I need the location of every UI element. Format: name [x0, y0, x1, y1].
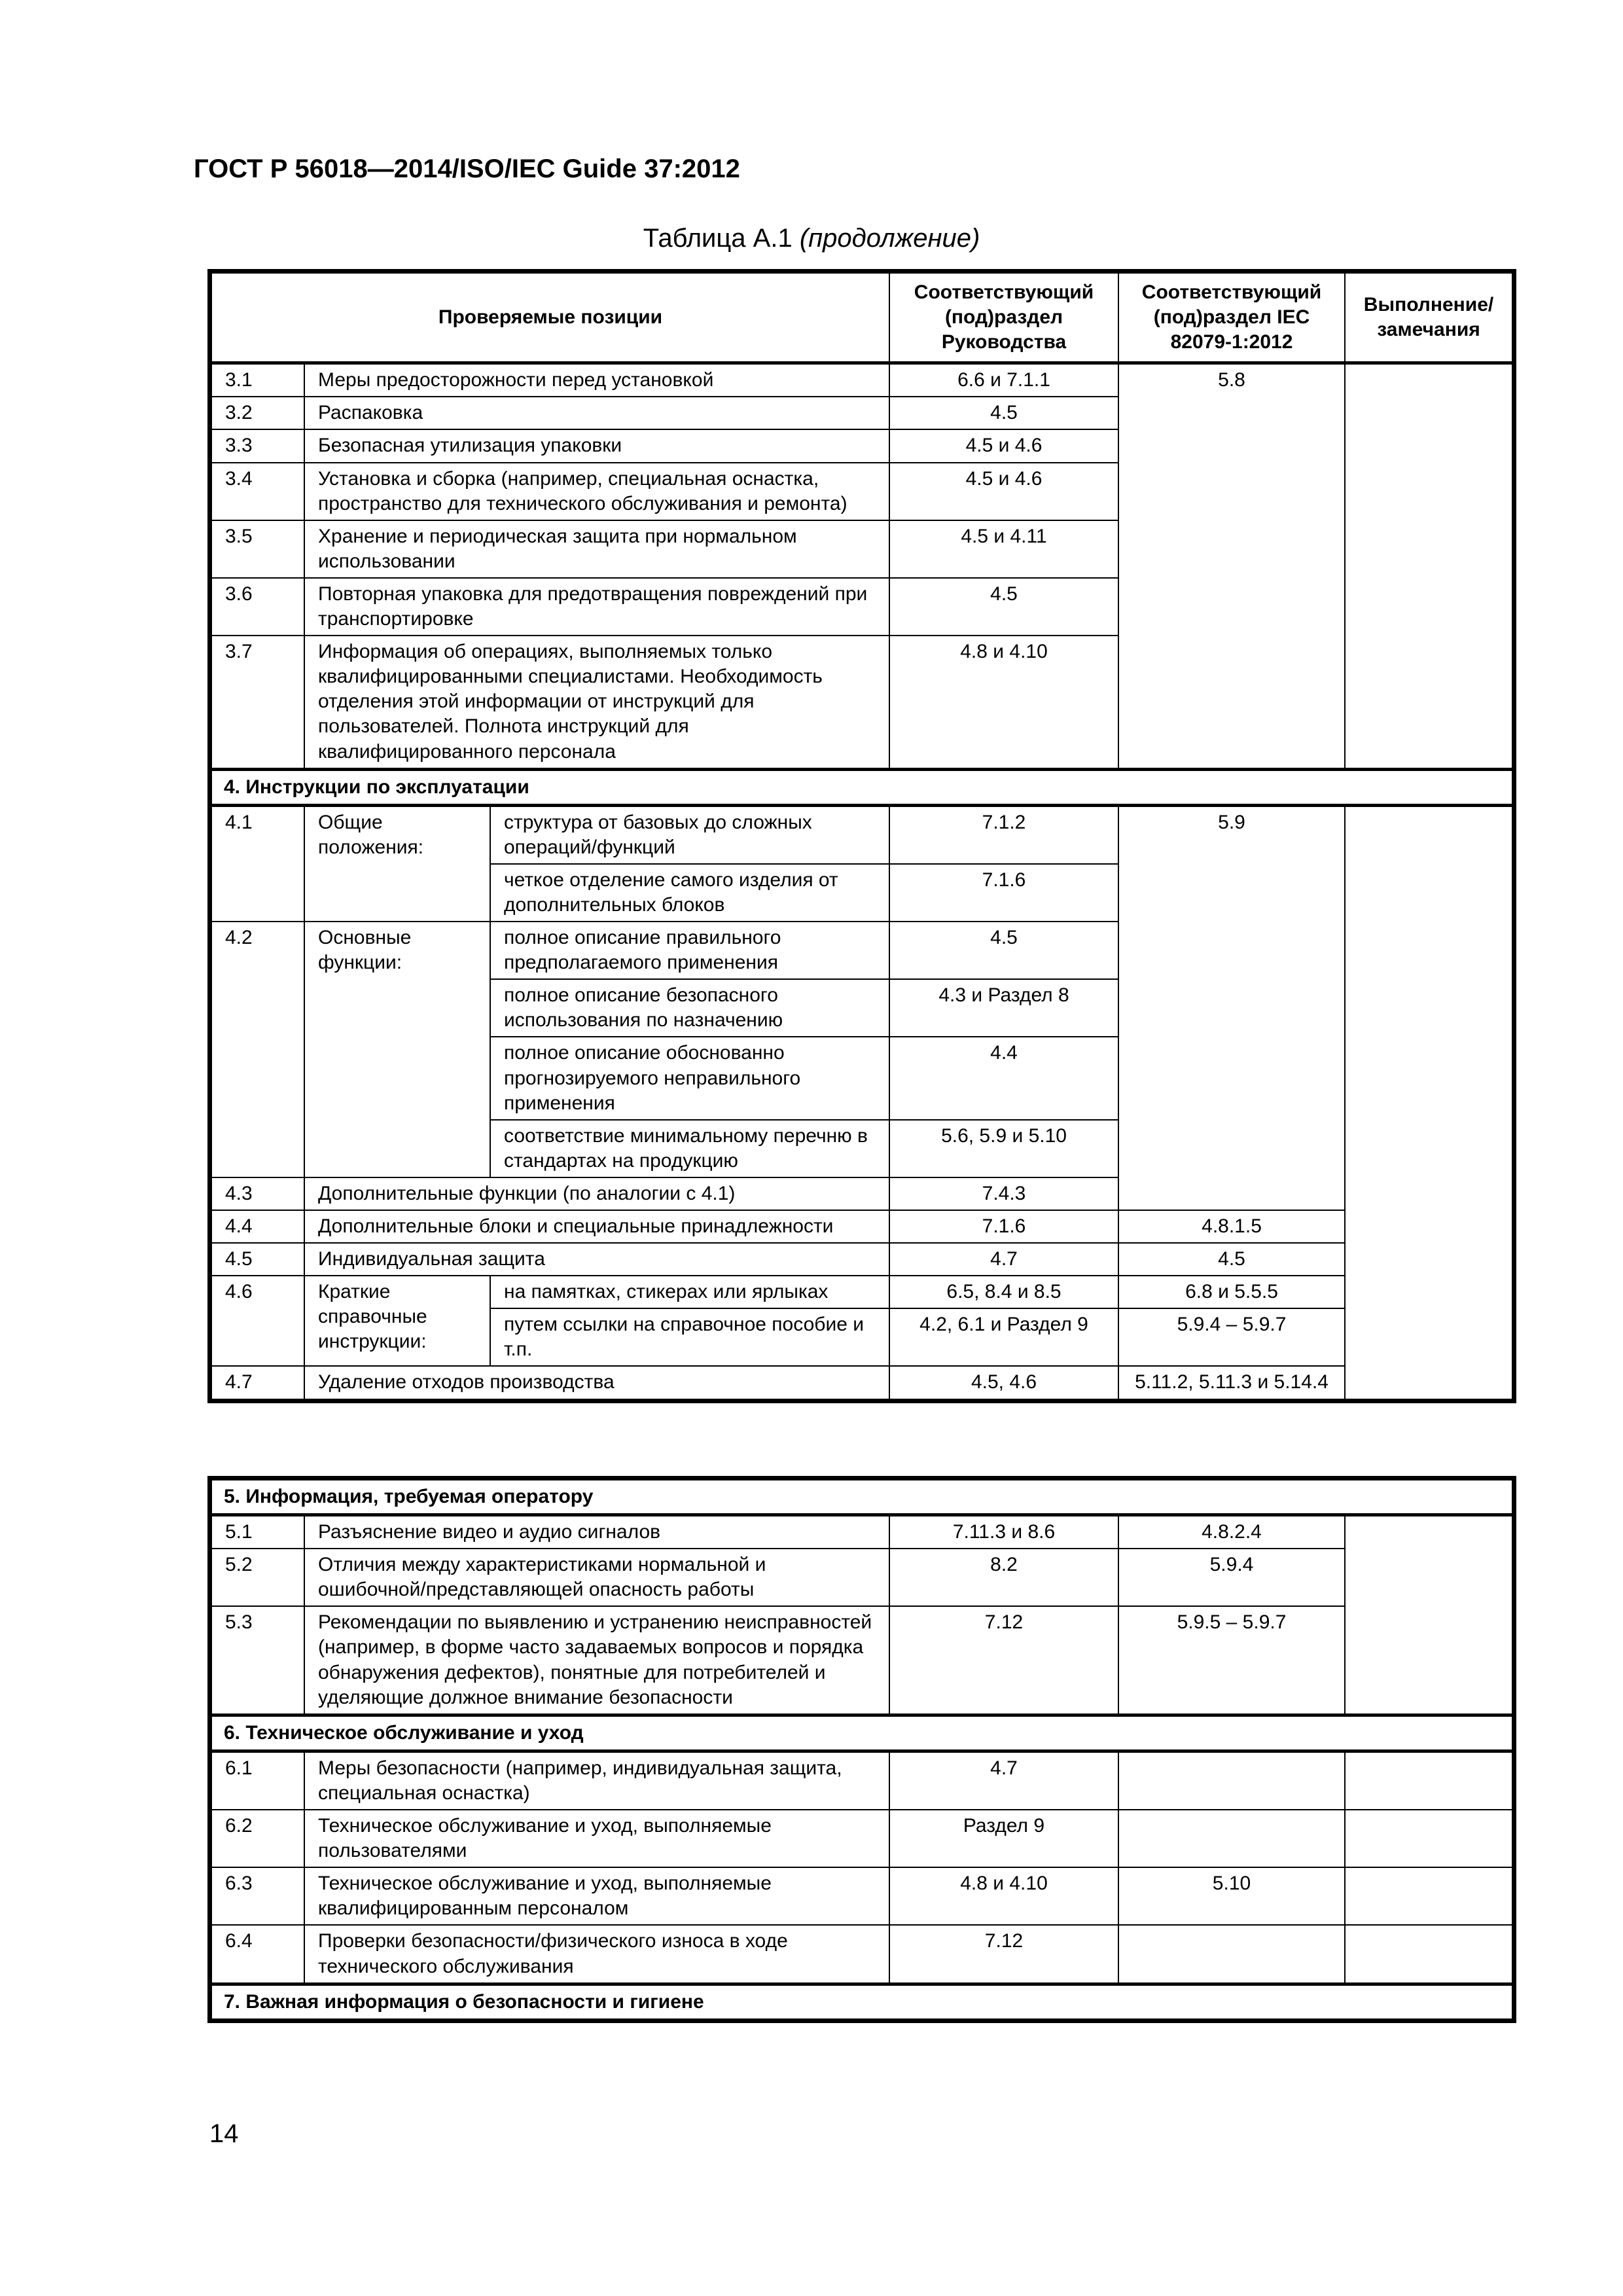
row-guide: 4.2, 6.1 и Раздел 9 — [889, 1308, 1118, 1366]
row-guide: 7.1.6 — [889, 1210, 1118, 1243]
row-iec: 4.8.1.5 — [1118, 1210, 1345, 1243]
header-items: Проверяемые позиции — [211, 273, 889, 363]
row-text: Удаление отходов производства — [304, 1366, 889, 1399]
row-text: Распаковка — [304, 397, 889, 429]
row-guide: 4.7 — [889, 1751, 1118, 1810]
row-guide: 4.5 и 4.6 — [889, 429, 1118, 462]
row-iec — [1118, 1751, 1345, 1810]
row-iec: 5.9 — [1118, 805, 1345, 1210]
row-guide: 4.7 — [889, 1243, 1118, 1276]
row-number: 4.5 — [211, 1243, 304, 1276]
row-guide: 7.12 — [889, 1925, 1118, 1984]
row-number: 3.5 — [211, 520, 304, 578]
row-number: 3.3 — [211, 429, 304, 462]
row-guide: 7.4.3 — [889, 1177, 1118, 1210]
row-notes — [1345, 1867, 1512, 1925]
row-text: Разъяснение видео и аудио сигналов — [304, 1515, 889, 1549]
row-text: Отличия между характеристиками нормальной и ошибочной/представляющей опасность работы — [304, 1549, 889, 1606]
row-subtext: на памятках, стикерах или ярлыках — [490, 1276, 889, 1308]
table-row — [211, 1210, 1512, 1243]
table-continuation: (продолжение) — [799, 224, 980, 253]
row-label: Краткие справочные инструкции: — [304, 1276, 490, 1366]
row-number: 6.3 — [211, 1867, 304, 1925]
row-text: Меры безопасности (например, индивидуальная защита, специальная оснастка) — [304, 1751, 889, 1810]
row-iec: 4.5 — [1118, 1243, 1345, 1276]
row-notes — [1345, 1925, 1512, 1984]
row-guide: 4.5 — [889, 922, 1118, 979]
row-number: 4.3 — [211, 1177, 304, 1210]
row-iec: 5.9.5 – 5.9.7 — [1118, 1606, 1345, 1715]
row-number: 5.3 — [211, 1606, 304, 1715]
row-subtext: полное описание безопасного использования по назначению — [490, 979, 889, 1037]
row-iec: 5.9.4 — [1118, 1549, 1345, 1606]
row-iec: 5.9.4 – 5.9.7 — [1118, 1308, 1345, 1366]
table-title: Таблица А.1 — [643, 224, 793, 253]
section-heading — [211, 1480, 1512, 1515]
row-number: 4.6 — [211, 1276, 304, 1366]
row-notes — [1345, 1751, 1512, 1810]
row-notes — [1345, 805, 1512, 1399]
row-guide: 7.11.3 и 8.6 — [889, 1515, 1118, 1549]
row-text: Дополнительные функции (по аналогии с 4.1) — [304, 1177, 889, 1210]
row-guide: 4.5 — [889, 578, 1118, 636]
row-number: 3.7 — [211, 636, 304, 769]
table-row — [211, 1606, 1512, 1715]
section-5-title: 5. Информация, требуемая оператору — [211, 1480, 1512, 1515]
section-6-title: 6. Техническое обслуживание и уход — [211, 1715, 1512, 1751]
row-text: Дополнительные блоки и специальные принадлежности — [304, 1210, 889, 1243]
table-row — [211, 363, 1512, 397]
document-code: ГОСТ Р 56018—2014/ISO/IEC Guide 37:2012 — [194, 154, 740, 183]
row-subtext: полное описание правильного предполагаемого применения — [490, 922, 889, 979]
row-label: Общие положения: — [304, 805, 490, 922]
table-row — [211, 1366, 1512, 1399]
table-caption — [0, 224, 1623, 253]
row-number: 6.2 — [211, 1810, 304, 1867]
row-guide: 6.6 и 7.1.1 — [889, 363, 1118, 397]
row-guide: 7.1.2 — [889, 805, 1118, 864]
row-number: 4.7 — [211, 1366, 304, 1399]
row-guide: 4.3 и Раздел 8 — [889, 979, 1118, 1037]
row-text: Рекомендации по выявлению и устранению неисправностей (например, в форме часто задаваемых вопросов и порядка обнаружения дефектов), понятные для потребителей и уделяющие должное внимание безопасности — [304, 1606, 889, 1715]
row-number: 4.2 — [211, 922, 304, 1177]
row-number: 6.1 — [211, 1751, 304, 1810]
row-guide: 4.5 и 4.6 — [889, 463, 1118, 520]
row-guide: 7.1.6 — [889, 864, 1118, 922]
row-guide: Раздел 9 — [889, 1810, 1118, 1867]
row-iec: 5.8 — [1118, 363, 1345, 769]
table-row — [211, 1243, 1512, 1276]
row-guide: 8.2 — [889, 1549, 1118, 1606]
row-notes — [1345, 1810, 1512, 1867]
row-iec: 4.8.2.4 — [1118, 1515, 1345, 1549]
table-row — [211, 1925, 1512, 1984]
row-number: 3.1 — [211, 363, 304, 397]
row-guide: 4.8 и 4.10 — [889, 1867, 1118, 1925]
row-number: 5.1 — [211, 1515, 304, 1549]
header-guide: Соответствующий (под)раздел Руководства — [889, 273, 1118, 363]
row-text: Техническое обслуживание и уход, выполняемые пользователями — [304, 1810, 889, 1867]
row-subtext: полное описание обоснованно прогнозируемого неправильного применения — [490, 1037, 889, 1119]
row-guide: 4.8 и 4.10 — [889, 636, 1118, 769]
requirements-table — [211, 272, 1513, 1400]
table-row — [211, 1276, 1512, 1308]
header-notes: Выполнение/ замечания — [1345, 273, 1512, 363]
row-guide: 6.5, 8.4 и 8.5 — [889, 1276, 1118, 1308]
table-row — [211, 1515, 1512, 1549]
section-heading — [211, 1715, 1512, 1751]
row-subtext: путем ссылки на справочное пособие и т.п. — [490, 1308, 889, 1366]
header-iec: Соответствующий (под)раздел IEC 82079-1:2012 — [1118, 273, 1345, 363]
row-text: Безопасная утилизация упаковки — [304, 429, 889, 462]
row-guide: 4.5, 4.6 — [889, 1366, 1118, 1399]
row-text: Хранение и периодическая защита при нормальном использовании — [304, 520, 889, 578]
section-heading — [211, 769, 1512, 805]
row-text: Повторная упаковка для предотвращения повреждений при транспортировке — [304, 578, 889, 636]
row-guide: 4.5 и 4.11 — [889, 520, 1118, 578]
row-subtext: четкое отделение самого изделия от дополнительных блоков — [490, 864, 889, 922]
row-notes — [1345, 363, 1512, 769]
row-text: Установка и сборка (например, специальная оснастка, пространство для технического обслуживания и ремонта) — [304, 463, 889, 520]
row-number: 3.2 — [211, 397, 304, 429]
table-row — [211, 1751, 1512, 1810]
row-number: 6.4 — [211, 1925, 304, 1984]
page-number: 14 — [209, 2119, 239, 2148]
row-label: Основные функции: — [304, 922, 490, 1177]
table-row — [211, 805, 1512, 864]
row-iec: 5.11.2, 5.11.3 и 5.14.4 — [1118, 1366, 1345, 1399]
row-number: 4.1 — [211, 805, 304, 922]
row-notes — [1345, 1515, 1512, 1715]
row-subtext: структура от базовых до сложных операций/функций — [490, 805, 889, 864]
row-text: Информация об операциях, выполняемых только квалифицированными специалистами. Необходимость отделения этой информации от инструкций для пользователей. Полнота инструкций для квалифицированного персонала — [304, 636, 889, 769]
table-row — [211, 1810, 1512, 1867]
row-text: Индивидуальная защита — [304, 1243, 889, 1276]
requirements-table-continued — [211, 1479, 1513, 2020]
row-iec — [1118, 1925, 1345, 1984]
row-number: 5.2 — [211, 1549, 304, 1606]
row-guide: 5.6, 5.9 и 5.10 — [889, 1120, 1118, 1177]
table-row — [211, 1549, 1512, 1606]
row-iec: 6.8 и 5.5.5 — [1118, 1276, 1345, 1308]
row-number: 4.4 — [211, 1210, 304, 1243]
row-text: Меры предосторожности перед установкой — [304, 363, 889, 397]
table-row — [211, 1867, 1512, 1925]
row-number: 3.6 — [211, 578, 304, 636]
row-number: 3.4 — [211, 463, 304, 520]
section-4-title: 4. Инструкции по эксплуатации — [211, 769, 1512, 805]
section-heading — [211, 1984, 1512, 2019]
row-subtext: соответствие минимальному перечню в стандартах на продукцию — [490, 1120, 889, 1177]
row-guide: 4.4 — [889, 1037, 1118, 1119]
section-7-title: 7. Важная информация о безопасности и гигиене — [211, 1984, 1512, 2019]
row-iec — [1118, 1810, 1345, 1867]
row-text: Техническое обслуживание и уход, выполняемые квалифицированным персоналом — [304, 1867, 889, 1925]
table-header-row — [211, 273, 1512, 363]
row-guide: 4.5 — [889, 397, 1118, 429]
row-text: Проверки безопасности/физического износа в ходе технического обслуживания — [304, 1925, 889, 1984]
row-iec: 5.10 — [1118, 1867, 1345, 1925]
row-guide: 7.12 — [889, 1606, 1118, 1715]
